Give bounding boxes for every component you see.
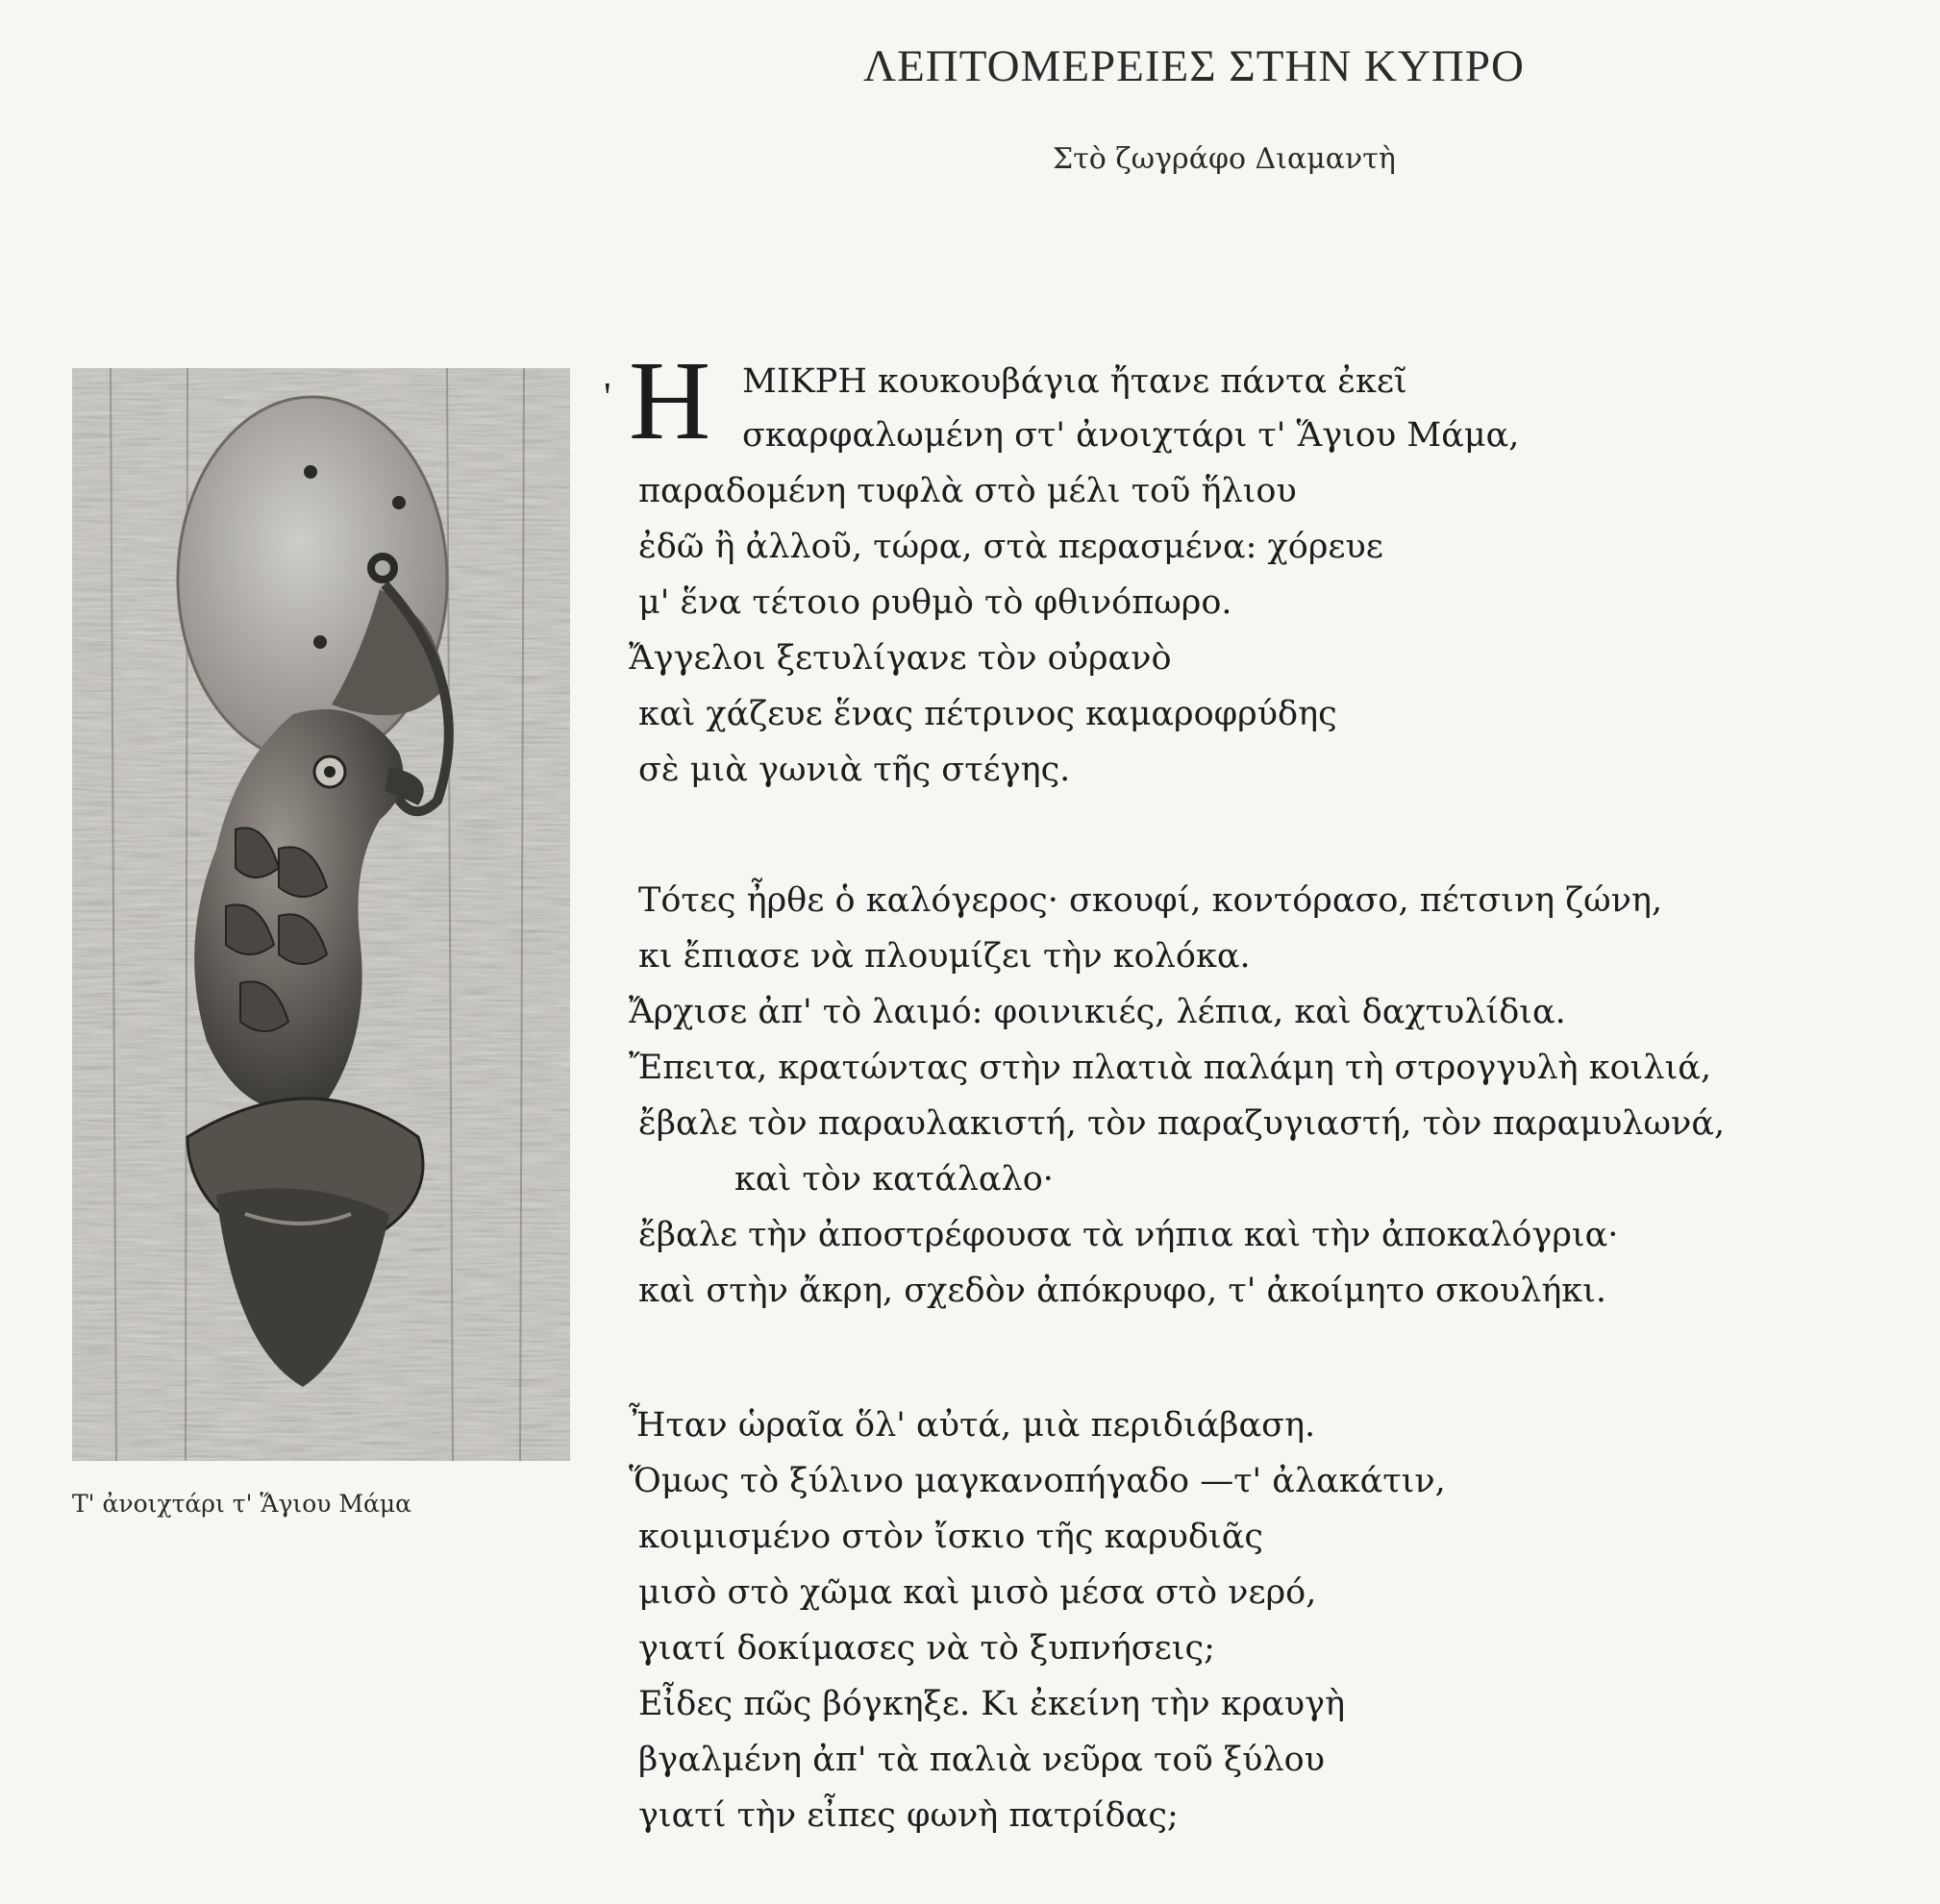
drop-cap-letter: Η [629, 337, 711, 463]
poem-line: καὶ στὴν ἄκρη, σχεδὸν ἀπόκρυφο, τ' ἀκοίμητο σκουλήκι. [638, 1272, 1607, 1310]
door-knocker-photo [72, 368, 570, 1461]
poem-line: Ὅμως τὸ ξύλινο μαγκανοπήγαδο —τ' ἀλακάτιν, [629, 1462, 1446, 1500]
poem-line: μ' ἕνα τέτοιο ρυθμὸ τὸ φθινόπωρο. [638, 583, 1232, 622]
poem-line: Ἄγγελοι ξετυλίγανε τὸν οὐρανὸ [629, 639, 1172, 678]
poem-line: καὶ τὸν κατάλαλο· [734, 1160, 1054, 1199]
poem-line: ἔβαλε τὸν παραυλακιστή, τὸν παραζυγιαστή, τὸν παραμυλωνά, [638, 1104, 1726, 1143]
poem-line: Ἦταν ὡραῖα ὅλ' αὐτά, μιὰ περιδιάβαση. [629, 1406, 1316, 1445]
poem-line: ἔβαλε τὴν ἀποστρέφουσα τὰ νήπια καὶ τὴν ἀποκαλόγρια· [638, 1216, 1619, 1254]
poem-line: γιατί δοκίμασες νὰ τὸ ξυπνήσεις; [638, 1629, 1215, 1668]
poem-line: Τότες ἦρθε ὁ καλόγερος· σκουφί, κοντόρασο, πέτσινη ζώνη, [638, 881, 1663, 920]
photo-caption: Τ' ἀνοιχτάρι τ' Ἅγιου Μάμα [72, 1490, 412, 1518]
poem-line: παραδομένη τυφλὰ στὸ μέλι τοῦ ἥλιου [638, 472, 1297, 510]
poem-line: ΜΙΚΡΗ κουκουβάγια ἤτανε πάντα ἐκεῖ [742, 362, 1407, 401]
poem-line: Ἔπειτα, κρατώντας στὴν πλατιὰ παλάμη τὴ στρογγυλὴ κοιλιά, [629, 1049, 1712, 1087]
poem-line: σκαρφαλωμένη στ' ἀνοιχτάρι τ' Ἅγιου Μάμα, [742, 416, 1520, 455]
poem-line: καὶ χάζευε ἕνας πέτρινος καμαροφρύδης [638, 695, 1337, 733]
poem-line: Ἄρχισε ἀπ' τὸ λαιμό: φοινικιές, λέπια, καὶ δαχτυλίδια. [629, 993, 1566, 1031]
drop-cap [588, 337, 713, 463]
poem-line: κοιμισμένο στὸν ἴσκιο τῆς καρυδιᾶς [638, 1518, 1263, 1556]
poem-line: ἐδῶ ἢ ἀλλοῦ, τώρα, στὰ περασμένα: χόρευε [638, 528, 1383, 566]
poem-line: κι ἔπιασε νὰ πλουμίζει τὴν κολόκα. [638, 937, 1251, 976]
poem-line: βγαλμένη ἀπ' τὰ παλιὰ νεῦρα τοῦ ξύλου [638, 1741, 1325, 1779]
poem-line: Εἶδες πῶς βόγκηξε. Κι ἐκείνη τὴν κραυγὴ [638, 1685, 1346, 1723]
poem-line: μισὸ στὸ χῶμα καὶ μισὸ μέσα στὸ νερό, [638, 1573, 1317, 1612]
poem-title: ΛΕΠΤΟΜΕΡΕΙΕΣ ΣΤΗΝ ΚΥΠΡΟ [863, 41, 1525, 91]
poem-line: γιατί τὴν εἶπες φωνὴ πατρίδας; [638, 1796, 1179, 1835]
poem-line: σὲ μιὰ γωνιὰ τῆς στέγης. [638, 751, 1071, 789]
drop-cap-breathing-mark: ' [604, 376, 611, 420]
dedication: Στὸ ζωγράφο Διαμαντὴ [1053, 142, 1396, 176]
